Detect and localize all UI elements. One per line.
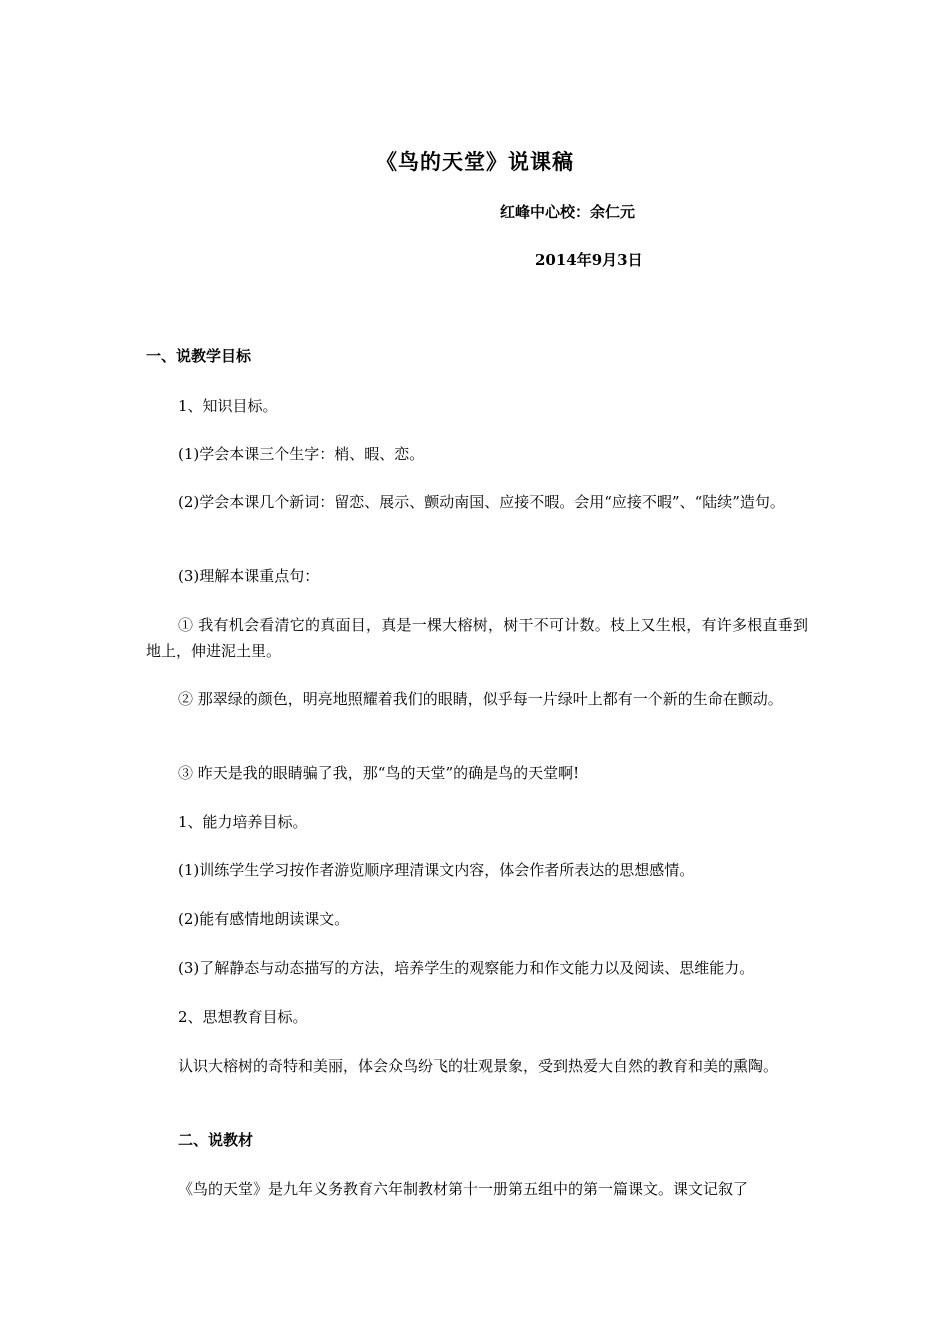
knowledge-item-1: (1)学会本课三个生字：梢、暇、恋。 [178,445,425,463]
document-title: 《鸟的天堂》说课稿 [376,149,574,174]
section-heading-textbook: 二、说教材 [178,1131,254,1149]
ability-item-3: (3)了解静态与动态描写的方法，培养学生的观察能力和作文能力以及阅读、思维能力。 [178,959,755,977]
knowledge-item-3: (3)理解本课重点句： [178,567,320,585]
ability-item-1: (1)训练学生学习按作者游览顺序理清课文内容，体会作者所表达的思想感情。 [178,861,695,879]
key-sentence-2: ② 那翠绿的颜色，明亮地照耀着我们的眼睛，似乎每一片绿叶上都有一个新的生命在颤动。 [178,690,783,708]
moral-goal-text: 认识大榕树的奇特和美丽，体会众鸟纷飞的壮观景象，受到热爱大自然的教育和美的熏陶。 [178,1057,779,1075]
textbook-paragraph: 《鸟的天堂》是九年义务教育六年制教材第十一册第五组中的第一篇课文。课文记叙了 [178,1180,749,1198]
knowledge-item-2: (2)学会本课几个新词：留恋、展示、颤动南国、应接不暇。会用“应接不暇”、“陆续”造句。 [178,493,785,511]
ability-item-2: (2)能有感情地朗读课文。 [178,910,350,928]
knowledge-goal-label: 1、知识目标。 [178,397,278,415]
key-sentence-1: ① 我有机会看清它的真面目，真是一棵大榕树，树干不可计数。枝上又生根，有许多根直垂到地上，伸进泥土里。 [146,616,808,660]
ability-goal-label: 1、能力培养目标。 [178,813,308,831]
section-heading-teaching-goals: 一、说教学目标 [146,347,252,365]
key-sentence-3: ③ 昨天是我的眼睛骗了我，那“鸟的天堂”的确是鸟的天堂啊! [178,764,580,782]
moral-goal-label: 2、思想教育目标。 [178,1008,308,1026]
author-line: 红峰中心校：余仁元 [500,203,636,221]
date-line: 2014年9月3日 [535,251,643,269]
